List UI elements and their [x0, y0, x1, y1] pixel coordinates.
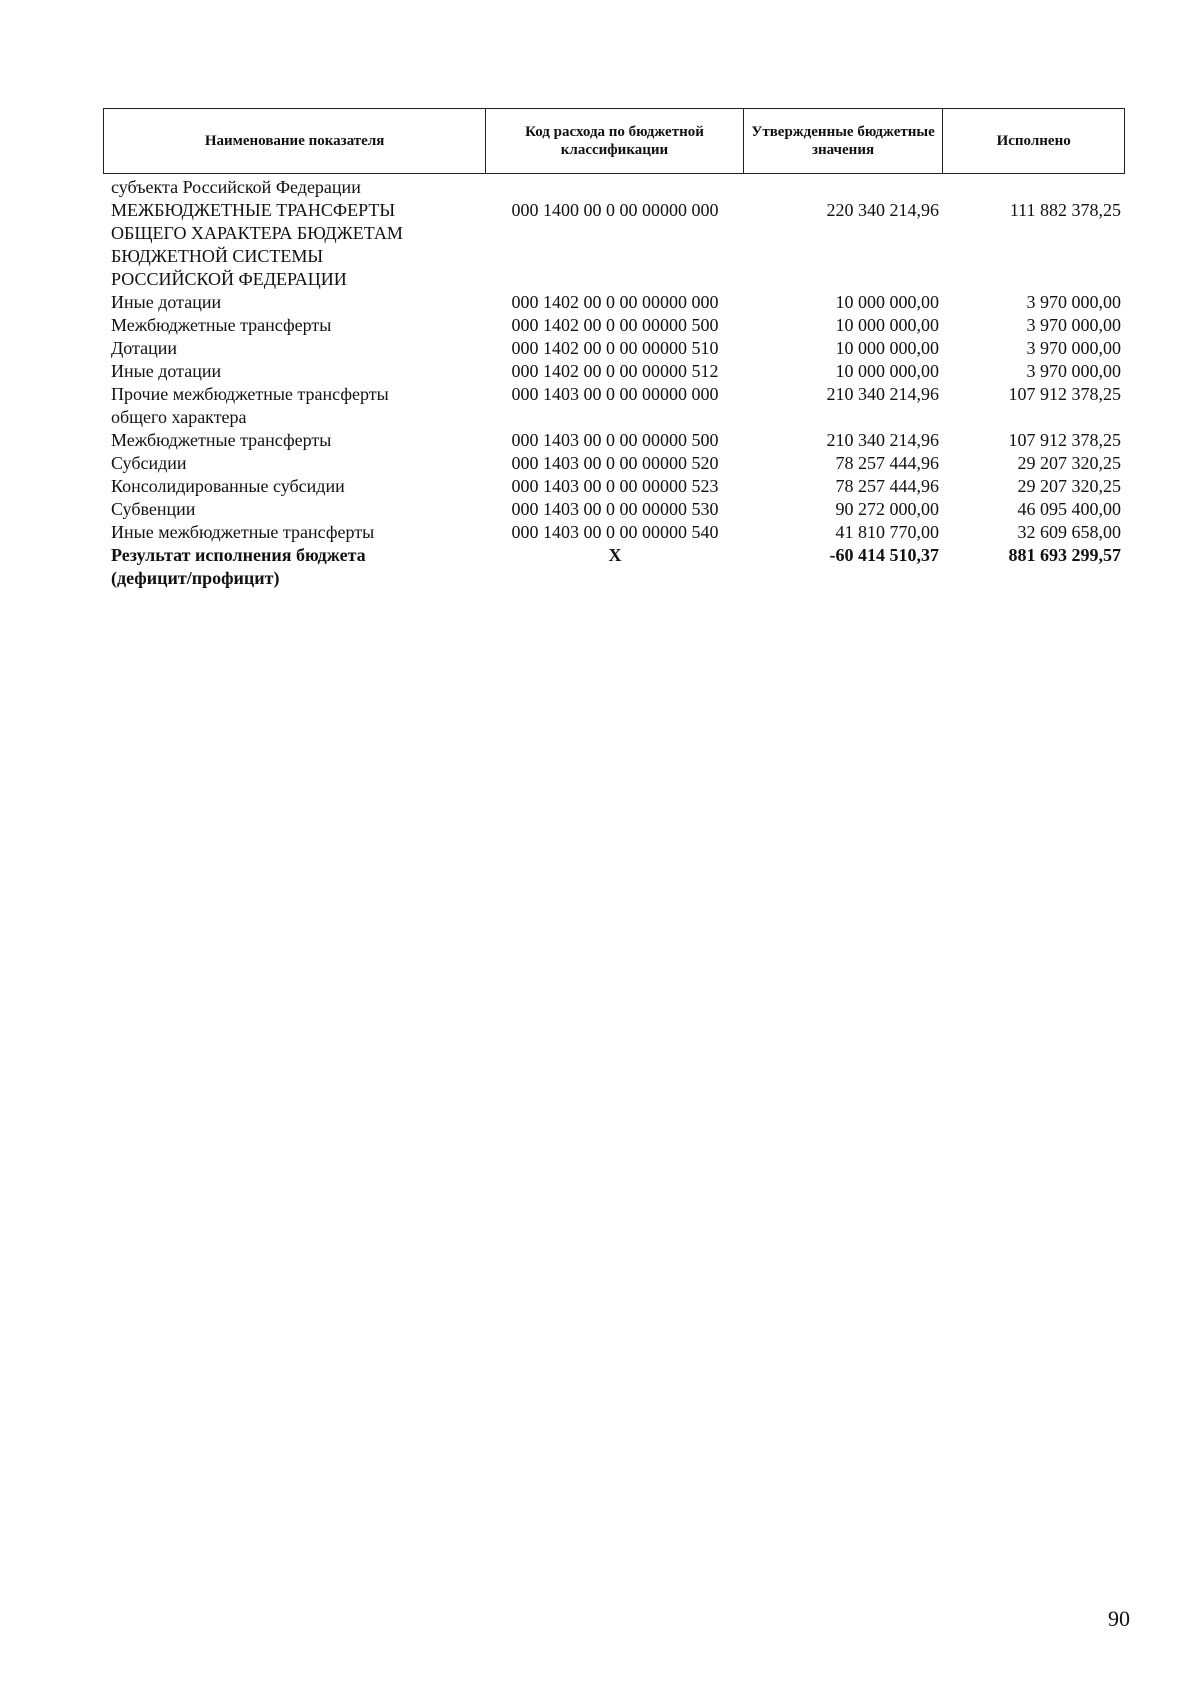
cell-code: 000 1403 00 0 00 00000 500 [511, 430, 719, 450]
cell-name: ОБЩЕГО ХАРАКТЕРА БЮДЖЕТАМ [111, 223, 403, 243]
cell-approved: 210 340 214,96 [826, 430, 939, 450]
cell-executed: 107 912 378,25 [1008, 430, 1121, 450]
cell-approved: 78 257 444,96 [835, 476, 939, 496]
cell-executed: 107 912 378,25 [1008, 384, 1121, 404]
cell-name: Межбюджетные трансферты [111, 315, 332, 335]
table-row [103, 475, 1125, 498]
cell-name: Субсидии [111, 453, 187, 473]
cell-code: 000 1402 00 0 00 00000 510 [511, 338, 719, 358]
cell-executed: 3 970 000,00 [1026, 338, 1121, 358]
cell-code [486, 567, 744, 590]
cell-executed: 881 693 299,57 [1008, 545, 1121, 565]
table-row [103, 222, 1125, 245]
cell-code [486, 406, 744, 429]
cell-approved: 90 272 000,00 [835, 499, 939, 519]
table-row [103, 360, 1125, 383]
cell-name: (дефицит/профицит) [111, 568, 280, 588]
cell-name: Иные дотации [111, 361, 222, 381]
cell-code: X [608, 545, 622, 565]
table-row [103, 199, 1125, 222]
cell-approved [744, 567, 944, 590]
table-header [103, 108, 1125, 174]
cell-code: 000 1402 00 0 00 00000 500 [511, 315, 719, 335]
cell-approved: 78 257 444,96 [835, 453, 939, 473]
cell-name: РОССИЙСКОЙ ФЕДЕРАЦИИ [111, 269, 347, 289]
cell-executed: 3 970 000,00 [1026, 292, 1121, 312]
cell-approved [744, 406, 944, 429]
header-executed: Исполнено [996, 133, 1071, 149]
cell-approved: 10 000 000,00 [835, 292, 939, 312]
header-name: Наименование показателя [104, 109, 486, 173]
cell-name: БЮДЖЕТНОЙ СИСТЕМЫ [111, 246, 324, 266]
table-row [103, 406, 1125, 429]
cell-approved: 10 000 000,00 [835, 315, 939, 335]
cell-name: Прочие межбюджетные трансферты [111, 384, 389, 404]
table-row [103, 383, 1125, 406]
cell-name: Результат исполнения бюджета [111, 545, 366, 565]
cell-code: 000 1402 00 0 00 00000 512 [511, 361, 719, 381]
table-body [103, 176, 1125, 590]
cell-approved: 10 000 000,00 [835, 361, 939, 381]
cell-approved [744, 268, 944, 291]
cell-executed: 32 609 658,00 [1017, 522, 1121, 542]
cell-approved: 220 340 214,96 [826, 200, 939, 220]
cell-approved: 210 340 214,96 [826, 384, 939, 404]
cell-name: Иные дотации [111, 292, 222, 312]
cell-name: МЕЖБЮДЖЕТНЫЕ ТРАНСФЕРТЫ [111, 200, 396, 220]
cell-code: 000 1400 00 0 00 00000 000 [511, 200, 719, 220]
cell-name: Межбюджетные трансферты [111, 430, 332, 450]
cell-code: 000 1403 00 0 00 00000 000 [511, 384, 719, 404]
cell-executed: 3 970 000,00 [1026, 315, 1121, 335]
table-row [103, 314, 1125, 337]
table-row [103, 291, 1125, 314]
cell-executed [944, 245, 1125, 268]
cell-code: 000 1403 00 0 00 00000 540 [511, 522, 719, 542]
cell-approved [744, 176, 944, 199]
cell-executed [944, 176, 1125, 199]
header-code: Код расхода по бюджетной классификации [486, 109, 744, 173]
cell-executed [944, 567, 1125, 590]
table-row-result [103, 567, 1125, 590]
cell-executed: 29 207 320,25 [1017, 453, 1121, 473]
page-number: 90 [1108, 1606, 1130, 1631]
cell-executed: 29 207 320,25 [1017, 476, 1121, 496]
table-row [103, 429, 1125, 452]
table-row [103, 452, 1125, 475]
cell-code: 000 1402 00 0 00 00000 000 [511, 292, 719, 312]
cell-approved: -60 414 510,37 [829, 545, 939, 565]
cell-executed [944, 406, 1125, 429]
table-row-result [103, 544, 1125, 567]
cell-code: 000 1403 00 0 00 00000 523 [511, 476, 719, 496]
header-approved: Утвержденные бюджетные значения [744, 109, 944, 173]
cell-executed: 3 970 000,00 [1026, 361, 1121, 381]
table-row [103, 498, 1125, 521]
cell-approved: 41 810 770,00 [835, 522, 939, 542]
cell-executed: 111 882 378,25 [1009, 200, 1121, 220]
cell-code [486, 268, 744, 291]
cell-name: Консолидированные субсидии [111, 476, 345, 496]
cell-name: Дотации [111, 338, 178, 358]
cell-name: общего характера [111, 407, 247, 427]
cell-executed: 46 095 400,00 [1017, 499, 1121, 519]
cell-code [486, 176, 744, 199]
cell-executed [944, 222, 1125, 245]
table-row [103, 337, 1125, 360]
cell-code [486, 222, 744, 245]
cell-approved: 10 000 000,00 [835, 338, 939, 358]
table-row [103, 268, 1125, 291]
cell-code: 000 1403 00 0 00 00000 530 [511, 499, 719, 519]
cell-code: 000 1403 00 0 00 00000 520 [511, 453, 719, 473]
cell-executed [944, 268, 1125, 291]
table-row [103, 245, 1125, 268]
cell-approved [744, 222, 944, 245]
cell-name: субъекта Российской Федерации [111, 177, 361, 197]
cell-name: Иные межбюджетные трансферты [111, 522, 375, 542]
cell-code [486, 245, 744, 268]
cell-name: Субвенции [111, 499, 196, 519]
cell-approved [744, 245, 944, 268]
table-row [103, 521, 1125, 544]
table-row [103, 176, 1125, 199]
